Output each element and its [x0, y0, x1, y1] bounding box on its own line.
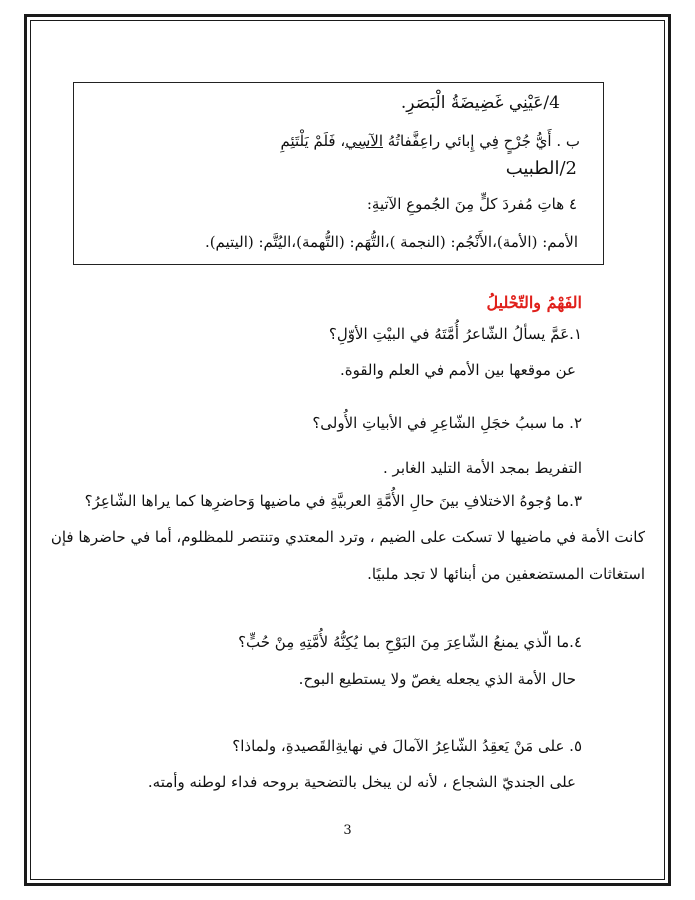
- answer-5: على الجنديّ الشجاع ، لأنه لن يبخل بالتضحية بروحه فداء لوطنه وأمته.: [147, 773, 576, 791]
- box-line-2-underlined: الآسِي: [345, 132, 383, 150]
- question-4: ٤.ما الّذي يمنعُ الشّاعِرَ مِنَ البَوْحِ بما يُكِنُّهُ لأُمَّتِهِ مِنْ حُبٍّ؟: [238, 633, 582, 651]
- answer-4: حال الأمة الذي يجعله يغصّ ولا يستطيع البوح.: [298, 670, 576, 688]
- box-line-1: 4/عَيْنِي غَضِيضَةُ الْبَصَرِ.: [400, 93, 560, 113]
- box-line-4: ٤ هاتِ مُفردَ كلٍّ مِنَ الجُموعِ الآتيةِ:: [366, 195, 577, 213]
- answer-1: عن موقعها بين الأمم في العلم والقوة.: [339, 361, 576, 379]
- question-1: ١.عَمَّ يسألُ الشّاعرُ أُمَّتَهُ في البيْتِ الأوّلِ؟: [328, 325, 582, 343]
- question-5: ٥. على مَنْ يَعقِدُ الشّاعِرُ الآمالَ في نهايةِالقَصيدةِ، ولماذا؟: [232, 737, 582, 755]
- box-line-2-suffix: ، فَلَمْ يَلْتَئِمِ: [280, 132, 346, 150]
- box-line-5: الأمم: (الأمة)،الأَنْجُم: (النجمة )،التُّهَم: (التُّهمة)،اليُتَّم: (اليتيم).: [204, 233, 578, 251]
- section-title: الفَهْمُ والتّحْليلُ: [486, 293, 582, 312]
- box-line-2-prefix: ب . أَيُّ جُرْحٍ فِي إِبائي راعِفَّفاتُهُ: [383, 132, 580, 150]
- box-line-3: 2/الطبيب: [505, 158, 577, 179]
- answer-3-line-2: استغاثات المستضعفين من أبنائها لا تجد ملبيًا.: [367, 565, 645, 583]
- page-number: 3: [343, 823, 352, 838]
- question-3: ٣.ما وُجوهُ الاختلافِ بينَ حالِ الأُمَّةِ العربيَّةِ في ماضيها وَحاضرِها كما يراها الشّاعِرُ؟: [84, 492, 582, 510]
- box-line-2: [281, 130, 580, 152]
- answer-2: التفريط بمجد الأمة التليد الغابر .: [383, 459, 582, 477]
- answer-3-line-1: كانت الأمة في ماضيها لا تسكت على الضيم ، وترد المعتدي وتنتصر للمظلوم، أما في حاضرها فإن: [50, 528, 645, 546]
- question-2: ٢. ما سببُ خجَلِ الشّاعِرِ في الأبياتِ الأُولى؟: [312, 414, 582, 432]
